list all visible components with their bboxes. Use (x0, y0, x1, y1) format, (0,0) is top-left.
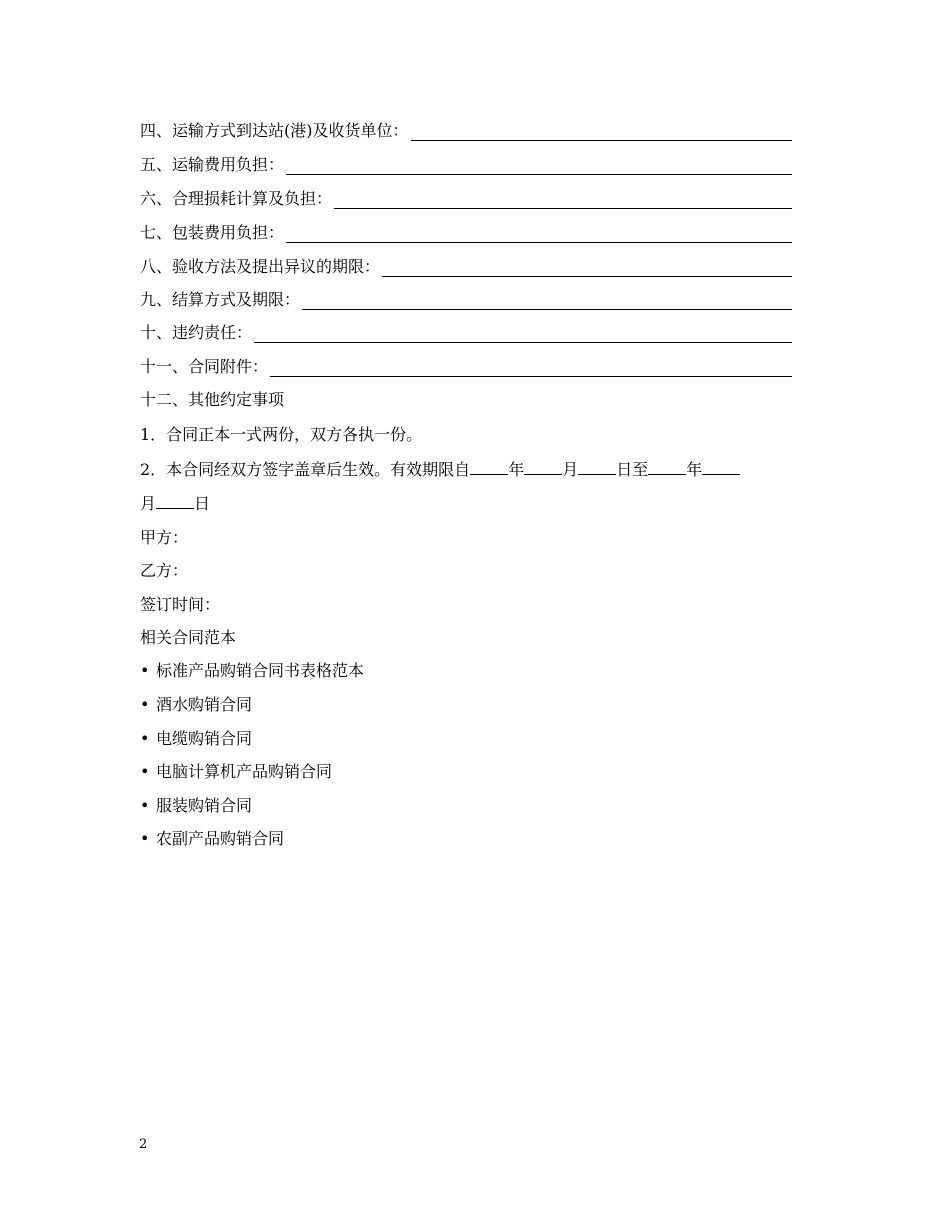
related-link-label: 电缆购销合同 (156, 729, 253, 748)
fill-line (411, 124, 793, 141)
fill-line (270, 360, 792, 377)
party-a-label: 甲方： (140, 528, 189, 547)
bullet-icon: • (140, 661, 150, 680)
related-link[interactable] (140, 829, 284, 849)
fill-line (302, 293, 792, 310)
related-link[interactable] (140, 661, 364, 681)
year-label: 年 (508, 460, 525, 479)
month-label: 月 (562, 460, 579, 479)
sign-time-label: 签订时间： (140, 595, 221, 614)
party-b-label: 乙方： (140, 561, 189, 580)
year-label: 年 (686, 460, 703, 479)
term-item-2-text: 2．本合同经双方签字盖章后生效。有效期限自 (140, 460, 471, 479)
clause-label: 五、运输费用负担： (140, 155, 285, 174)
clause-label: 十一、合同附件： (140, 357, 269, 376)
bullet-icon: • (140, 762, 150, 781)
blank-line (648, 460, 686, 475)
month-label: 月 (140, 494, 157, 513)
term-item-2 (140, 460, 740, 480)
bullet-icon: • (140, 729, 150, 748)
blank-line (578, 460, 616, 475)
other-terms-heading: 十二、其他约定事项 (140, 390, 285, 409)
blank-line (524, 460, 562, 475)
related-heading: 相关合同范本 (140, 628, 237, 647)
clause-label: 九、结算方式及期限： (140, 290, 301, 309)
clause-transport-cost (140, 155, 792, 175)
clause-label: 七、包装费用负担： (140, 223, 285, 242)
fill-line (286, 226, 792, 243)
term-item-1: 1．合同正本一式两份，双方各执一份。 (140, 425, 423, 444)
blank-line (156, 494, 194, 509)
day-label: 日 (194, 494, 211, 513)
clause-attachments (140, 357, 792, 377)
clause-packaging (140, 223, 792, 243)
page-number: 2 (139, 1137, 148, 1152)
related-link-label: 酒水购销合同 (156, 695, 253, 714)
blank-line (702, 460, 740, 475)
fill-line (382, 260, 792, 277)
fill-line (286, 158, 792, 175)
fill-line (254, 326, 792, 343)
related-link-label: 农副产品购销合同 (156, 829, 285, 848)
clause-liability (140, 323, 792, 343)
fill-line (334, 192, 792, 209)
blank-line (470, 460, 508, 475)
related-link-label: 标准产品购销合同书表格范本 (156, 661, 365, 680)
clause-inspection (140, 257, 792, 277)
day-to-label: 日至 (616, 460, 649, 479)
term-item-2-cont (140, 494, 210, 514)
bullet-icon: • (140, 796, 150, 815)
clause-label: 十、违约责任： (140, 323, 253, 342)
related-link[interactable] (140, 796, 252, 816)
clause-loss (140, 189, 792, 209)
clause-label: 六、合理损耗计算及负担： (140, 189, 333, 208)
related-link-label: 电脑计算机产品购销合同 (156, 762, 333, 781)
related-link[interactable] (140, 695, 252, 715)
clause-label: 四、运输方式到达站(港)及收货单位： (140, 121, 409, 140)
related-link[interactable] (140, 729, 252, 749)
bullet-icon: • (140, 695, 150, 714)
related-link[interactable] (140, 762, 332, 782)
clause-settlement (140, 290, 792, 310)
clause-transport (140, 121, 792, 141)
clause-label: 八、验收方法及提出异议的期限： (140, 257, 381, 276)
bullet-icon: • (140, 829, 150, 848)
related-link-label: 服装购销合同 (156, 796, 253, 815)
